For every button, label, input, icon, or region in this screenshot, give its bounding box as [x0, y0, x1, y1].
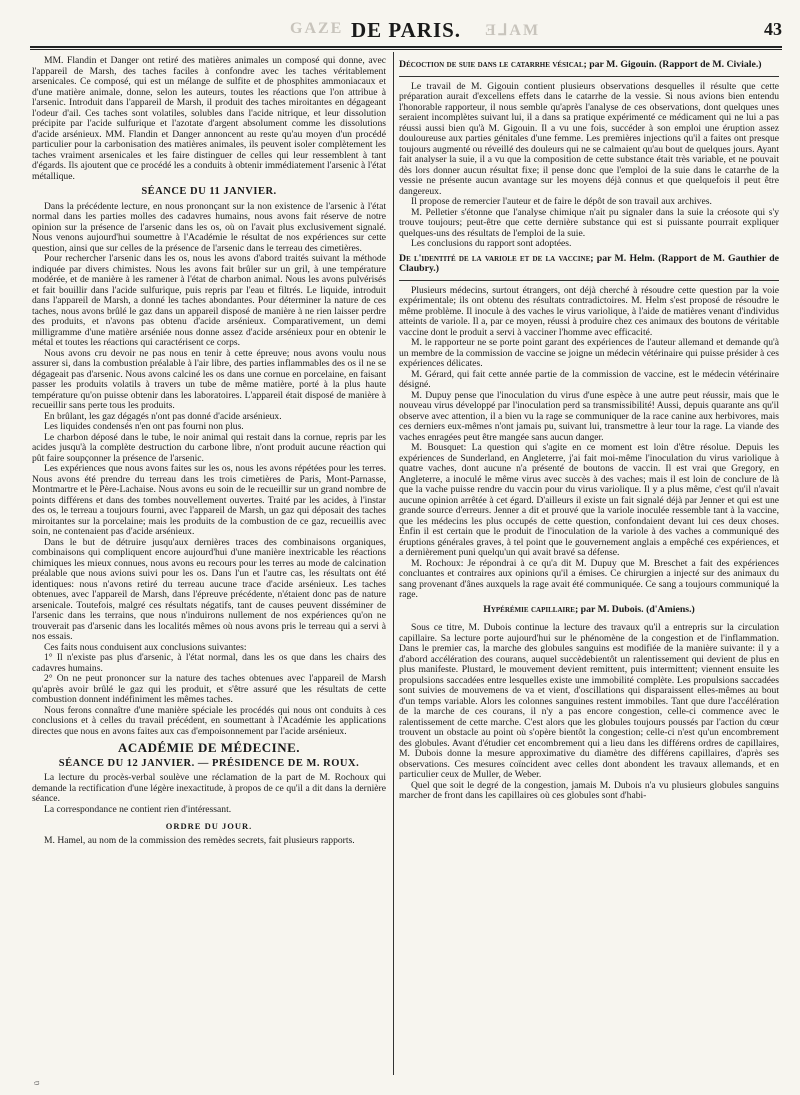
header-rule-thick: [30, 46, 782, 48]
left-column: [32, 56, 386, 846]
subsection-byline: ; par M. Helm. (Rapport de M. Gauthier de Claubry.): [399, 252, 779, 274]
paragraph: Pour rechercher l'arsenic dans les os, nous les avons d'abord traités suivant la méthode indiquée par divers chimistes. Nous les avons fait brûler sur un gril, à une température modérée, et de manière à les ramener à l'état de charbon animal. Nous les avons pulvérisés et fait bouillir dans l'acide sulfurique, puis repris par l'eau et filtrés. Le liquide, introduit dans l'appareil de Marsh, a donné les taches abondantes. Pour déterminer la nature de ces taches, nous avons brûlé le gaz dans un appareil disposé de manière à ne rien laisser perdre des produits, et n'avons pas obtenu d'acide arsénieux. Comparativement, un demi milligramme d'une matière arséniée nous donne assez d'acide arsénieux pour en obtenir le métal et toutes les réactions qui caractérisent ce corps.: [32, 253, 386, 348]
paragraph: Quel que soit le degré de la congestion, jamais M. Dubois n'a vu plusieurs globules sanguins marcher de front dans les capillaires où ces globules sont d'habi-: [399, 779, 779, 801]
section-heading: ORDRE DU JOUR.: [165, 821, 253, 831]
bleed-through-text-left: GAZE: [290, 20, 344, 37]
paragraph: M. Hamel, au nom de la commission des remèdes secrets, fait plusieurs rapports.: [44, 834, 355, 846]
paragraph: Les expériences que nous avons faites sur les os, nous les avons répétées pour les terres. Nous avons été prendre du terreau dans les trois cimetières de Paris, Mont-Parnasse, Montmartre et le Père-Lachaise. Nous avons eu soin de le recueillir sur un grand nombre de points différens et dans des tombes nouvellement ouvertes. Traité par les acides, à l'instar des os, le terreau a toujours fourni, avec l'appareil de Marsh, un gaz qui déposait des taches miroitantes sur la porcelaine; mais les produits de la combustion de ce gaz, recueillis avec soin, ne contenaient pas d'acide arsénieux.: [32, 463, 386, 537]
subsection-heading: [399, 605, 779, 616]
paragraph: Le charbon déposé dans le tube, le noir animal qui restait dans la cornue, repris par les acides jusqu'à la complète destruction du carbone libre, n'ont produit aucune réaction qui pût faire soupçonner la présence de l'arsenic.: [32, 431, 386, 464]
paragraph: 2° On ne peut prononcer sur la nature des taches obtenues avec l'appareil de Marsh qu'après avoir brûlé le gaz qui les produit, et s'être assuré que les résultats de cette combustion donnent indéfiniment les mêmes taches.: [32, 673, 386, 705]
paragraph: Les conclusions du rapport sont adoptées.: [411, 238, 572, 249]
paragraph: M. Bousquet: La question qui s'agite en ce moment est loin d'être résolue. Depuis les expériences de Sunderland, en Angleterre, j'ai fait moi-même l'inoculation du virus variolique à quatre vaches, dont aucune n'a présenté de boutons de vaccin. Il est vrai que Gregory, en Angleterre, a inoculé le même virus avec succès à des vaches; mais il est loin de conclure de là que la vache puisse rendre du vaccin pour du virus variolique. Il y a plus même, c'est qu'il n'avait aucune opinion arrêtée à cet égard. D'ailleurs il existe un fait signalé déjà par Jenner et qui est une grande source d'erreurs. Jenner a dit et prouvé que la variole inoculée ressemble tant à la vaccine, que les médecins les plus occupés de cette question, confondaient devant lui ces deux choses. Enfin il est certain que le produit de l'inoculation de la variole à des vaches a communiqué des éruptions générales graves, à tel point que le gouvernement anglais a empêché ces expériences, et a dernièrement puni quelqu'un qui avait bravé sa défense.: [399, 442, 779, 558]
paragraph: Les liquides condensés n'en ont pas fourni non plus.: [44, 421, 244, 432]
paragraph: Il propose de remercier l'auteur et de faire le dépôt de son travail aux archives.: [411, 196, 712, 207]
right-column: [399, 56, 779, 802]
subsection-title: De l'identité de la variole et de la vaccine: [399, 252, 591, 264]
page-title: DE PARIS.: [350, 18, 462, 42]
paragraph: La lecture du procès-verbal soulève une réclamation de la part de M. Rochoux qui demande la rectification d'une légère inexactitude, à propos de ce qu'il a dit dans la dernière séance.: [32, 772, 386, 804]
subsection-byline: ; par M. Gigouin. (Rapport de M. Civiale.): [583, 59, 762, 70]
column-divider: [393, 52, 394, 1075]
subsection-title: Hypérémie capillaire: [483, 603, 575, 615]
section-heading: SÉANCE DU 11 JANVIER.: [141, 186, 277, 197]
subsection-heading: [399, 60, 779, 71]
divider: [399, 76, 779, 77]
paragraph: La correspondance ne contient rien d'intéressant.: [44, 803, 232, 815]
paragraph: M. Gérard, qui fait cette année partie de la commission de vaccine, est le médecin vétérinaire désigné.: [399, 368, 779, 390]
section-heading: ACADÉMIE DE MÉDECINE.: [117, 740, 301, 755]
subsection-byline: ; par M. Dubois. (d'Amiens.): [574, 603, 695, 615]
paragraph: M. Pelletier s'étonne que l'analyse chimique n'ait pu signaler dans la suie la créosote qui s'y trouve toujours; peut-être que cette dernière substance qui est si puissante pourrait expliquer quelques-uns des résultats de l'emploi de la suie.: [399, 206, 779, 239]
bleed-through-text-right: ƎᒧAM: [485, 22, 541, 39]
subsection-title: Décoction de suie dans le catarrhe vésical: [399, 59, 584, 70]
subsection-heading: [399, 254, 779, 275]
paragraph: Sous ce titre, M. Dubois continue la lecture des travaux qu'il a entrepris sur la circulation capillaire. Sa lecture porte aujourd'hui sur le phénomène de la congestion et de l'inflammation. Dans le premier cas, la marche des globules sanguins est modifiée de la manière suivante: il y a d'abord accélération des courans, auquel succèdebientôt un ralentissement qui devient de plus en plus manifeste. Plustard, le mouvement devient remittent, puis intermittent; viennent ensuite les propulsions saccadées entre lesquelles existe une immobilité complète. Les propulsions saccadées sont suivies de mouvemens de va et vient, d'oscillations qui disparaissent elles-mêmes au bout d'un temps variable. Alors les colonnes sanguines restent immobiles. Tant que dure l'accélération de la marche de ces courans, il n'y a pas encore congestion, celle-ci commence avec le ralentissement de cette marche. C'est alors que les globules toujours poussés par l'action du cœur trouvent un obstacle au point où s'opère bientôt la congestion; celle-ci n'est qu'un encombrement des globules. Avant d'étudier cet encombrement qui a lieu dans les différens ordres de capillaires, M. Dubois donne la mesure approximative du diamètre des différens capillaires, d'après ses observations. Ces mesures coïncident avec celles dont abondent les travaux allemands, et en particulier ceux de Muller, de Weber.: [399, 622, 779, 780]
paragraph: 1° Il n'existe pas plus d'arsenic, à l'état normal, dans les os que dans les chairs des cadavres humains.: [32, 652, 386, 674]
page-header: [30, 20, 782, 42]
paragraph: En brûlant, les gaz dégagés n'ont pas donné d'acide arsénieux.: [44, 410, 282, 422]
paragraph: MM. Flandin et Danger ont retiré des matières animales un composé qui donne, avec l'appareil de Marsh, des taches faciles à confondre avec les taches véritablement arsenicales. Ce composé, qui est un mélange de sulfite et de phosphites ammoniacaux et d'une matière animale, donne, selon les auteurs, toutes les réactions que l'on attribue à l'arsenic. Introduit dans l'appareil de Marsh, il produit des taches miroitantes en dégageant l'odeur d'ail. Ces taches sont volatiles, solubles dans l'acide nitrique, et leur dissolution précipite par l'acide sulfurique et l'azotate d'argent absolument comme les dissolutions d'acide arsénieux. MM. Flandin et Danger annoncent au reste qu'au moyen d'un procédé particulier pour la carbonisation des matières animales, ils peuvent isoler complètement les taches vraiment arsenicales et les faire distinguer de celles qui leur ressemblent à tant d'égards. Ils ajoutent que ce procédé les a conduits à obtenir immédiatement l'arsenic à l'état métallique.: [32, 55, 386, 182]
section-heading: SÉANCE DU 12 JANVIER. — PRÉSIDENCE DE M. ROUX.: [58, 757, 360, 769]
paragraph: Nous avons cru devoir ne pas nous en tenir à cette épreuve; nous avons voulu nous assurer si, dans la combustion préalable à l'air libre, des parties inflammables des os il ne se dégageait pas d'arsenic. Nous avons calciné les os dans une cornue en porcelaine, en faisant passer les produits volatils à travers un tube de même matière, porté à la plus haute température qu'on puisse obtenir dans les laboratoires. L'appareil était disposé de manière à recueillir sans perte tous les produits.: [32, 347, 386, 411]
paragraph: M. le rapporteur ne se porte point garant des expériences de l'auteur allemand et demande qu'à un membre de la commission de vaccine se joigne un médecin vétérinaire qui puisse présider à ces expériences délicates.: [399, 337, 779, 369]
header-rule-thin: [30, 49, 782, 50]
page-footer-mark: ᴞ: [34, 1078, 40, 1087]
paragraph: Dans la précédente lecture, en nous prononçant sur la non existence de l'arsenic à l'état normal dans les parties molles des cadavres humains, nous avons fait réserve de notre opinion sur la présence de l'arsenic dans les os, où on l'avait plus exclusivement signalé. Nous venons aujourd'hui soumettre à l'Académie le résultat de nos expériences sur cette question, ainsi que sur celles de la présence de l'arsenic dans le terreau des cimetières.: [32, 200, 386, 254]
paragraph: Ces faits nous conduisent aux conclusions suivantes:: [44, 641, 247, 653]
paragraph: M. Dupuy pense que l'inoculation du virus d'une espèce à une autre peut réussir, mais que le nouveau virus développé par l'inoculation perd sa transmissibilité! Aussi, depuis quarante ans qu'il observe avec attention, il a bien vu la rage se communiquer de la race canine aux herbivores, mais ces derniers eux-mêmes n'ont jamais pu, suivant lui, transmettre à leur tour la rage. La viande des vaches enragées peut être mangée sans aucun danger.: [399, 389, 779, 443]
paragraph: Le travail de M. Gigouin contient plusieurs observations desquelles il résulte que cette préparation aurait d'excellens effets dans le catarrhe de la vessie. Si nous avions bien entendu l'honorable rapporteur, il nous semble qu'après l'analyse de ces observations, dont quelques unes seraient incomplètes suivant lui, il a dans sa pratique expérimenté ce médicament qui ne lui a pas réussi aussi bien qu'à M. Gigouin. Il a vu une fois, succéder à son emploi une éruption assez douloureuse aux parties génitales d'une femme. Les premières injections qu'il a faites ont presque toujours augmenté ou réveillé des douleurs qui ne se calmaient qu'au bout de quelques jours. Ayant fait analyser la suie, il a vu que la composition de cette substance était très variable, et ne pouvait dès lors donner aucun résultat fixe; il pense donc que l'emploi de la suie dans le catarrhe de la vessie ne présente aucun avantage sur les moyens déjà connus et que quelquefois il peut être dangereux.: [399, 80, 779, 197]
page-number: 43: [764, 19, 782, 39]
paragraph: Dans le but de détruire jusqu'aux dernières traces des combinaisons organiques, combinaisons qui compliquent encore aujourd'hui d'une manière inextricable les réactions chimiques les mieux connues, nous avons eu recours pour les terres au mode de calcination préalable que nous avions suivi pour les os. Dans l'un et l'autre cas, les résultats ont été identiques: nous n'avons retiré du terreau aucune trace d'acide arsénieux. Les taches obtenues, avec l'appareil de Marsh, dans l'épreuve précédente, n'étaient donc pas de nature arsenicale. Toutefois, malgré ces résultats négatifs, tant de causes peuvent disséminer de l'arsenic dans les terrains, que nous n'induirons nullement de nos expériences qu'on ne trouverait pas d'arsenic dans les localités mêmes où nous avons pris le terreau qui a servi à nos essais.: [32, 536, 386, 642]
divider: [399, 280, 779, 281]
paragraph: Nous ferons connaître d'une manière spéciale les procédés qui nous ont conduits à ces conclusions et à celles du travail précédent, en soumettant à l'Académie les applications directes que nous en avons faites aux cas d'empoisonnement par l'acide arsénieux.: [32, 704, 386, 737]
paragraph: Plusieurs médecins, surtout étrangers, ont déjà cherché à résoudre cette question par la voie expérimentale; ils ont obtenu des résultats contradictoires. M. Helm s'est proposé de résoudre le même problème. Il inocule à des vaches le virus variolique, à l'aide de matières venant d'individus atteints de variole. Il a, par ce moyen, réussi à produire chez ces animaux des boutons de véritable vaccine dont le produit a servi à vacciner l'homme avec efficacité.: [399, 284, 779, 338]
paragraph: M. Rochoux: Je répondrai à ce qu'a dit M. Dupuy que M. Breschet a fait des expériences concluantes et contraires aux opinions qu'il a émises. Ce chirurgien a injecté sur des animaux du sang provenant d'ânes auxquels la rage avait été communiquée. Ce sang a toujours communiqué la rage.: [399, 557, 779, 600]
